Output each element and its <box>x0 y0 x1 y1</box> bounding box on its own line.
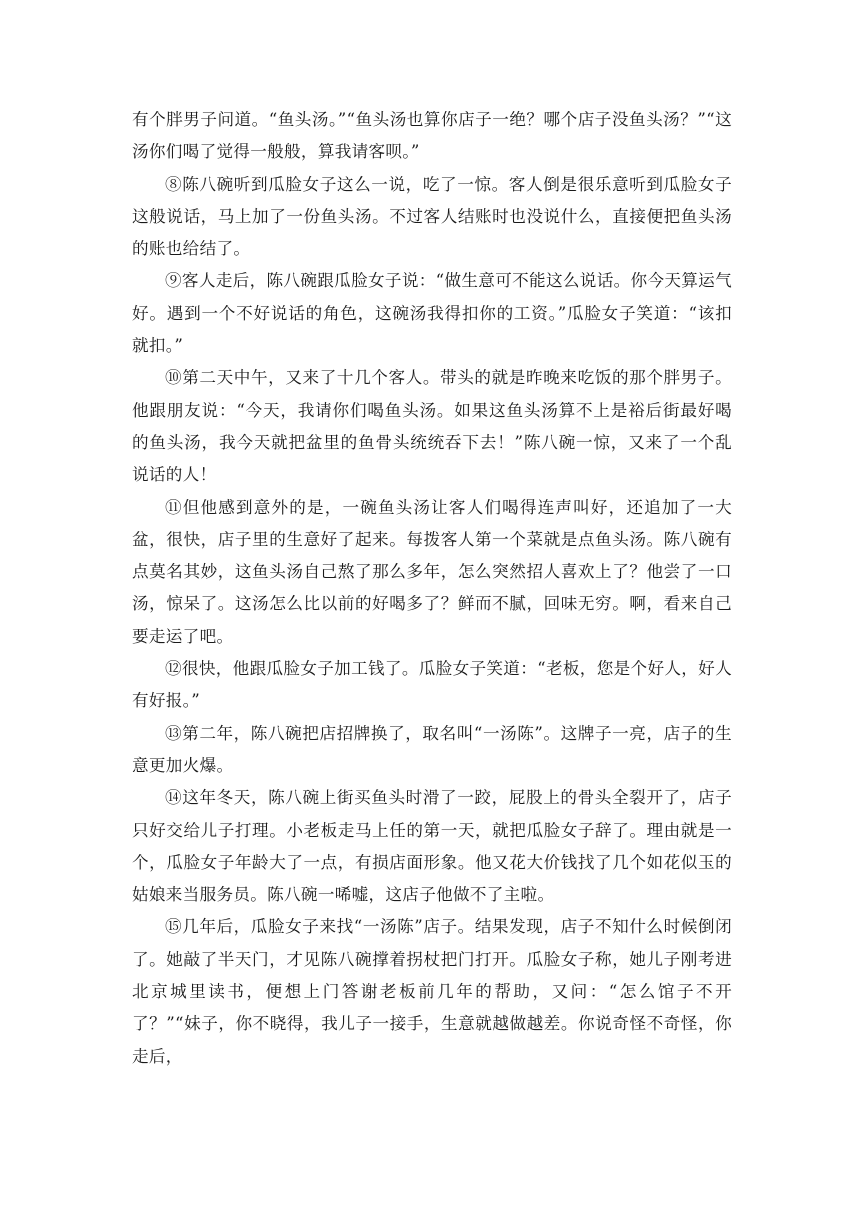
paragraph-11: ⑪但他感到意外的是，一碗鱼头汤让客人们喝得连声叫好，还追加了一大盆，很快，店子里的生意好了起来。每拨客人第一个菜就是点鱼头汤。陈八碗有点莫名其妙，这鱼头汤自己熬了那么多年，怎么突然招人喜欢上了？他尝了一口汤，惊呆了。这汤怎么比以前的好喝多了？鲜而不腻，回味无穷。啊，看来自己要走运了吧。 <box>132 497 732 646</box>
paragraph-13: ⑬第二年，陈八碗把店招牌换了，取名叫“一汤陈”。这牌子一亮，店子的生意更加火爆。 <box>132 723 732 775</box>
paragraph-12: ⑫很快，他跟瓜脸女子加工钱了。瓜脸女子笑道：“老板，您是个好人，好人有好报。” <box>132 659 732 711</box>
paragraph-8: ⑧陈八碗听到瓜脸女子这么一说，吃了一惊。客人倒是很乐意听到瓜脸女子这般说话，马上加了一份鱼头汤。不过客人结账时也没说什么，直接便把鱼头汤的账也给结了。 <box>132 174 732 259</box>
story-text <box>132 104 732 1073</box>
paragraph-10: ⑩第二天中午，又来了十几个客人。带头的就是昨晚来吃饭的那个胖男子。他跟朋友说：“今天，我请你们喝鱼头汤。如果这鱼头汤算不上是裕后街最好喝的鱼头汤，我今天就把盆里的鱼骨头统统吞下去！”陈八碗一惊，又来了一个乱说话的人！ <box>132 368 732 485</box>
paragraph-9: ⑨客人走后，陈八碗跟瓜脸女子说：“做生意可不能这么说话。你今天算运气好。遇到一个不好说话的角色，这碗汤我得扣你的工资。”瓜脸女子笑道：“该扣就扣。” <box>132 271 732 356</box>
paragraph-15: ⑮几年后，瓜脸女子来找“一汤陈”店子。结果发现，店子不知什么时候倒闭了。她敲了半天门，才见陈八碗撑着拐杖把门打开。瓜脸女子称，她儿子刚考进北京城里读书，便想上门答谢老板前几年的帮助，又问：“怎么馆子不开了？”“妹子，你不晓得，我儿子一接手，生意就越做越差。你说奇怪不奇怪，你走后， <box>132 917 732 1066</box>
paragraph-7-continued: 有个胖男子问道。“鱼头汤。”“鱼头汤也算你店子一绝？哪个店子没鱼头汤？”“这汤你们喝了觉得一般般，算我请客呗。” <box>132 110 732 162</box>
paragraph-14: ⑭这年冬天，陈八碗上街买鱼头时滑了一跤，屁股上的骨头全裂开了，店子只好交给儿子打理。小老板走马上任的第一天，就把瓜脸女子辞了。理由就是一个，瓜脸女子年龄大了一点，有损店面形象。他又花大价钱找了几个如花似玉的姑娘来当服务员。陈八碗一唏嘘，这店子他做不了主啦。 <box>132 788 732 905</box>
